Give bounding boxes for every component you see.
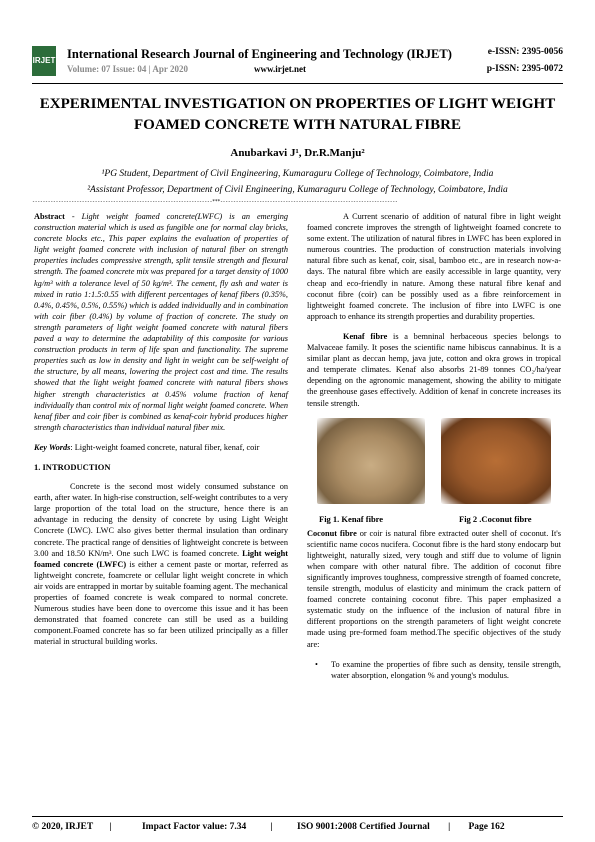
- right-column: [307, 211, 561, 681]
- introduction-paragraph: Concrete is the second most widely consumed substance on earth, after water. In high-rise construction, self-weight contributes to a very large proportion of the total load on the structure, hence there is an advantage in reducing the density of concrete by using Light Weight Concrete (LWC). LWC also gives better thermal insulation than ordinary concrete. The practical range of densities of lightweight concrete is between 3.00 and 18.50 KN/m³. One such LWC is foamed concrete. Light weight foamed concrete (LWFC) is either a cement paste or mortar, referred as lightweight concrete, foamcrete or cellular light weight concrete in which air voids are entrapped in mortar by suitable foaming agent. The mechanical properties of foamed concrete is weak compared to normal concrete. Numerous studies have been done to overcome this issue and it has been demonstrated that foamed concrete can still be used as a building component.Foamed concrete has so far been utilized principally as a filler material in structural building works.: [34, 482, 288, 647]
- page-number: Page 162: [468, 822, 505, 832]
- section-separator: ---------------------------------------------------------------------***--------------------------------------------------------------------: [32, 199, 398, 205]
- list-item: • To examine the properties of fibre such as density, tensile strength, water absorption, elongation % and young's modulus.: [315, 659, 561, 680]
- abstract: [34, 211, 288, 433]
- journal-header: [32, 44, 563, 84]
- figures: [307, 418, 561, 528]
- objectives-list: [315, 659, 561, 681]
- volume-issue: Volume: 07 Issue: 04 | Apr 2020: [67, 64, 188, 74]
- abstract-label: Abstract: [34, 212, 65, 221]
- page-footer: [32, 822, 563, 832]
- footer-separator: |: [270, 822, 273, 832]
- iso-certification: ISO 9001:2008 Certified Journal: [297, 822, 430, 832]
- paper-authors: Anubarkavi J¹, Dr.R.Manju²: [230, 147, 365, 159]
- kenaf-term: Kenaf fibre: [343, 331, 388, 341]
- coconut-paragraph: Coconut fibre or coir is natural fibre extracted outer shell of coconut. It's scientific name cocos nucifera. Coconut fibre is the hard stony endocarp but lightweight, naturally sized, very tough and stiff due to volume of lignin when compare with other natural fibre. The addition of coconut fibre significantly improves toughness, compressive strength of foamed concrete, tensile strength, modulus of elasticity and minimum the crack pattern of foamed concrete containing coconut fibre. This paper emphasized a systematic study on the influence of the inclusion of natural fibre in different proportions on the strength parameters of light weight concrete made using pre-formed foam method.The specific objectives of the study are:: [307, 528, 561, 649]
- lwfc-term: Light weight foamed concrete (LWFC): [34, 548, 288, 569]
- bullet-icon: •: [315, 659, 318, 669]
- copyright: © 2020, IRJET: [32, 822, 94, 832]
- keywords: [34, 442, 288, 453]
- e-issn: e-ISSN: 2395-0056: [487, 47, 563, 57]
- paper-title: EXPERIMENTAL INVESTIGATION ON PROPERTIES OF LIGHT WEIGHT FOAMED CONCRETE WITH NATURAL FIBRE: [39, 96, 556, 133]
- affiliation-2: ²Assistant Professor, Department of Civil Engineering, Kumaraguru College of Technology, Coimbatore, India: [87, 185, 508, 195]
- footer-separator: |: [448, 822, 451, 832]
- introduction-heading: 1. INTRODUCTION: [34, 461, 111, 472]
- left-column: [34, 211, 288, 656]
- footer-divider: [32, 816, 563, 817]
- keywords-text: : Light-weight foamed concrete, natural fiber, kenaf, coir: [70, 442, 260, 452]
- figure-2-caption: Fig 2 .Coconut fibre: [459, 513, 532, 524]
- natural-fibre-paragraph: A Current scenario of addition of natural fibre in light weight foamed concrete improves the strength of lightweight foamed concrete to some extent. The utilization of natural fibres in LWFC has been explored in numerous countries. The production of construction materials involving natural fibre such as kenaf, coir, sisal, bamboo etc., are in research now-a-days. The natural fibre which are easily accessible in large quantity, very cheap and eco-friendly in nature. Among these natural fibre kenaf and coconut fibre (coir) can be possibly used as a fibre reinforcement in lightweight foamed concrete. The inclusion of fibre into LWFC is one approach to enhance its strength properties and durability properties.: [307, 212, 561, 321]
- journal-website-link[interactable]: www.irjet.net: [254, 64, 306, 74]
- keywords-label: Key Words: [34, 442, 71, 452]
- figure-1-caption: Fig 1. Kenaf fibre: [319, 513, 384, 524]
- journal-name: International Research Journal of Engineering and Technology (IRJET): [67, 47, 452, 61]
- footer-separator: |: [109, 822, 112, 832]
- abstract-text: - Light weight foamed concrete(LWFC) is an emerging construction material which is used as fungible one for normal clay bricks, concrete blocks etc., This paper explains the evaluation of properties of light weight foamed concrete with inclusion of natural fiber on strength properties includes compressive strength, split tensile strength and flexural strength. The foamed concrete mix was prepared for a target density of 1000 kg/m³ with a tolerance level of 50 kg/m³. The cement, fly ash and water is mixed in ratio 1:1.5:0.55 with different percentages of kenaf fibers (0.35%, 0.4%, 0.45%, 0.5%, 0.55%) which is added individually and in combination with coir fiber (0.4%) by volume of fraction of concrete. The study on strength parameters of light weight foamed concrete with natural fibers paved a way to determine the adaptability of this composite for various construction products in term of life span and functionality. The supreme properties such as low in density and light in weight can be self-weight of the structure, by all means, lowering the project cost and time. The results showed that the light weight foamed concrete with natural fibers shows higher strength characteristics at 0.45% volume fraction of kenaf individually than control mix of normal light weight foamed concrete. When kenaf fiber and coir fiber is combined as kenaf-coir hybrid produces higher strength characteristics than individual natural fiber mix.: [34, 212, 288, 432]
- kenaf-paragraph: Kenaf fibre is a bemninal herbaceous species belongs to Malvaceae family. It poses the scientific name hibiscus cannabinus. It is a similar plant as deccan hemp, java jute, cotton and okra grows in tropical and temperate climates. Kenaf also absorbs 21-89 tonnes CO₂/ha/year depending on the agronomic management, showing the ability to mitigate the greenhouse gases effectively. Addition of kenaf in concrete increases its tensile strength.: [307, 331, 561, 408]
- impact-factor: Impact Factor value: 7.34: [141, 822, 247, 832]
- irjet-logo: IRJET: [32, 46, 56, 76]
- affiliation-1: ¹PG Student, Department of Civil Engineering, Kumaraguru College of Technology, Coimbatore, India: [101, 169, 494, 179]
- header-divider: [32, 83, 563, 84]
- kenaf-fibre-image: [317, 418, 425, 504]
- coconut-term: Coconut fibre: [307, 528, 357, 538]
- coconut-fibre-image: [441, 418, 551, 504]
- p-issn: p-ISSN: 2395-0072: [486, 64, 563, 74]
